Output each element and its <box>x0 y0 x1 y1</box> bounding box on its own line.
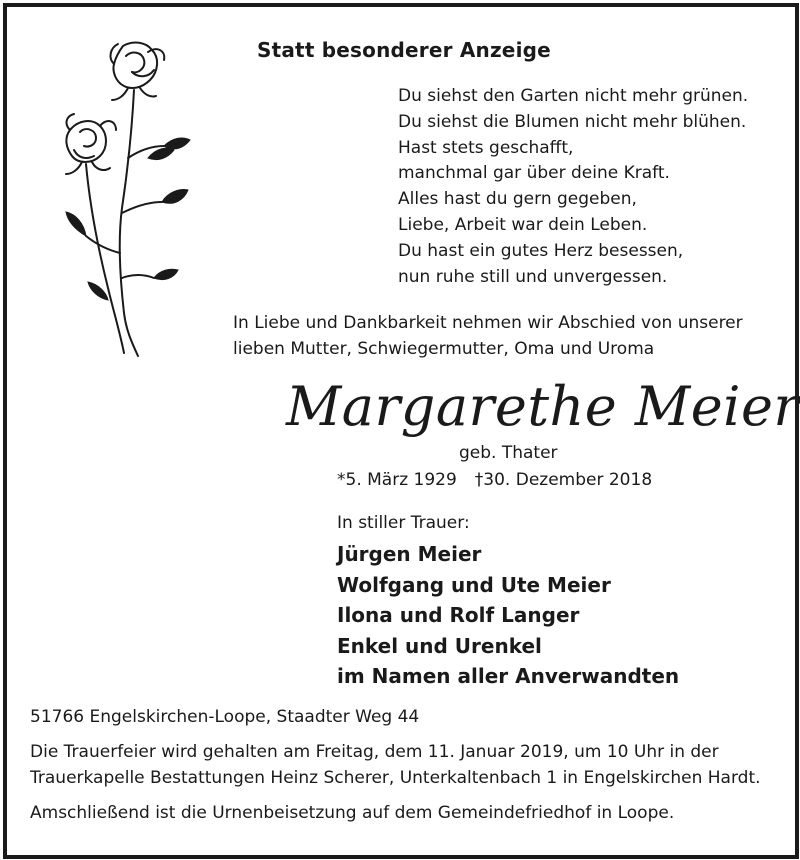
poem-line: Hast stets geschafft, <box>398 137 574 158</box>
birth-date: *5. März 1929 <box>337 470 457 490</box>
mourner-name: Wolfgang und Ute Meier <box>337 572 611 597</box>
poem-line: Alles hast du gern gegeben, <box>398 189 637 210</box>
poem-line: nun ruhe still und unvergessen. <box>398 266 668 287</box>
address: 51766 Engelskirchen-Loope, Staadter Weg 44 <box>30 707 420 727</box>
intro-line: lieben Mutter, Schwiegermutter, Oma und Uroma <box>233 339 655 359</box>
intro-line: In Liebe und Dankbarkeit nehmen wir Abschied von unserer <box>233 313 743 333</box>
deceased-name: Margarethe Meier <box>286 375 800 438</box>
poem-line: Liebe, Arbeit war dein Leben. <box>398 214 648 235</box>
mourner-name: im Namen aller Anverwandten <box>337 664 680 688</box>
rose-illustration-icon <box>28 38 198 358</box>
poem-line: Du hast ein gutes Herz besessen, <box>398 240 684 261</box>
poem <box>398 84 748 290</box>
poem-line: Du siehst die Blumen nicht mehr blühen. <box>398 111 747 132</box>
funeral-line: Trauerkapelle Bestattungen Heinz Scherer, Unterkaltenbach 1 in Engelskirchen Hardt. <box>30 768 761 788</box>
funeral-line: Die Trauerfeier wird gehalten am Freitag, dem 11. Januar 2019, um 10 Uhr in der <box>30 742 719 762</box>
mourners-list <box>337 539 679 692</box>
poem-line: manchmal gar über deine Kraft. <box>398 163 670 184</box>
mourner-name: Jürgen Meier <box>337 542 482 566</box>
death-date: †30. Dezember 2018 <box>474 470 653 490</box>
intro-text <box>233 310 743 362</box>
headline: Statt besonderer Anzeige <box>257 38 551 62</box>
mourner-name: Ilona und Rolf Langer <box>337 603 580 627</box>
funeral-info <box>30 739 761 791</box>
mourner-name: Enkel und Urenkel <box>337 633 542 658</box>
birth-name: geb. Thater <box>459 443 558 463</box>
life-dates <box>337 470 652 490</box>
urn-burial-info: Amschließend ist die Urnenbeisetzung auf dem Gemeindefriedhof in Loope. <box>30 803 675 823</box>
mourning-label: In stiller Trauer: <box>337 513 470 533</box>
poem-line: Du siehst den Garten nicht mehr grünen. <box>398 86 749 106</box>
